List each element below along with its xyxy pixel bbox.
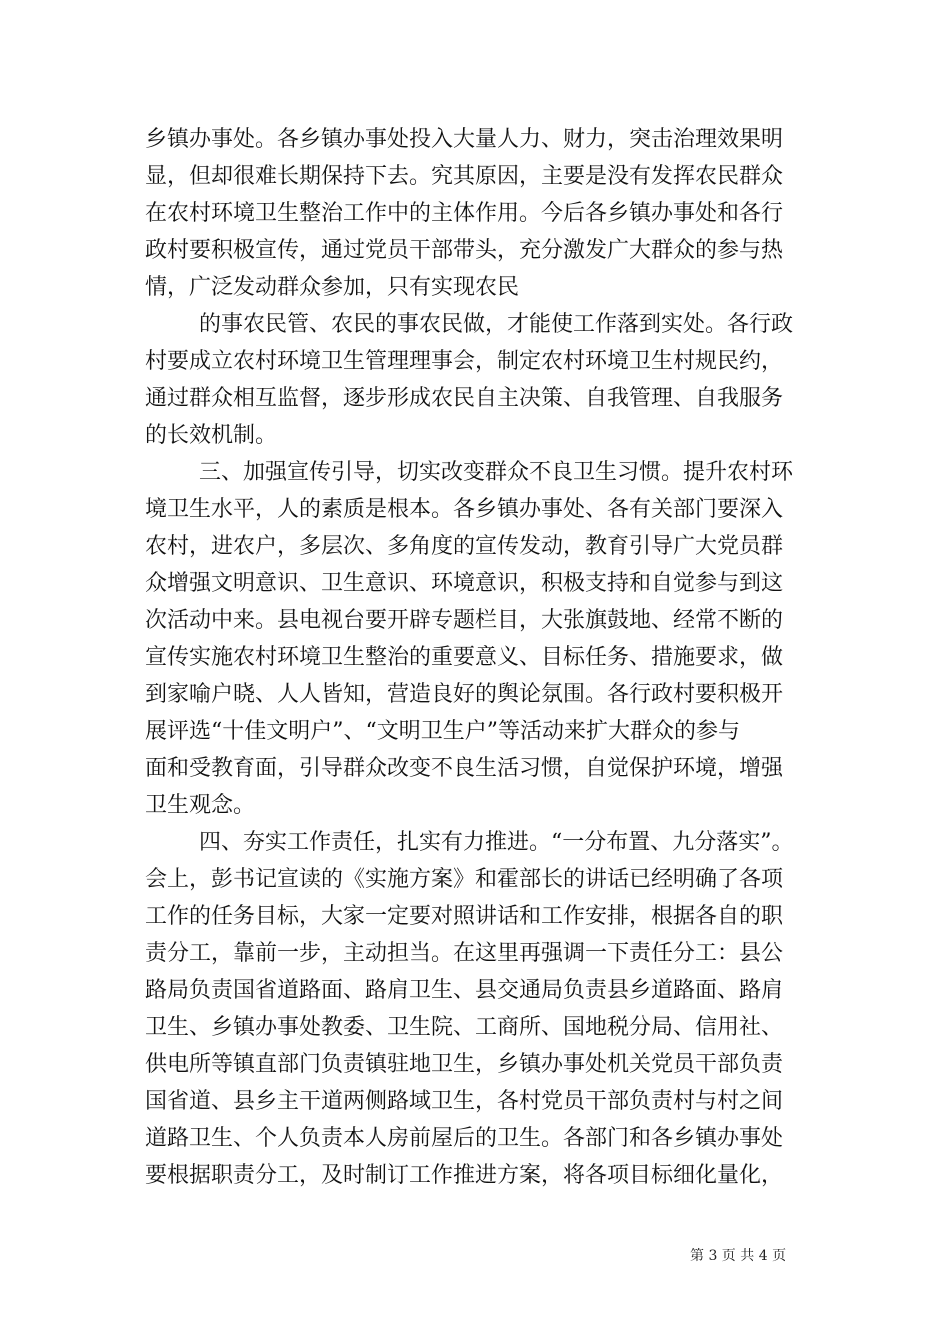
body-text-line: 展评选“十佳文明户”、“文明卫生户”等活动来扩大群众的参与 bbox=[145, 719, 740, 744]
body-text-line: 通过群众相互监督，逐步形成农民自主决策、自我管理、自我服务 bbox=[145, 386, 784, 411]
paragraph-first-line: 的事农民管、农民的事农民做，才能使工作落到实处。各行政 bbox=[199, 312, 794, 337]
body-text-line: 供电所等镇直部门负责镇驻地卫生，乡镇办事处机关党员干部负责 bbox=[145, 1052, 784, 1077]
body-text-line: 路局负责国省道路面、路肩卫生、县交通局负责县乡道路面、路肩 bbox=[145, 978, 784, 1003]
body-text-line: 情，广泛发动群众参加，只有实现农民 bbox=[145, 275, 520, 300]
body-text-line: 面和受教育面，引导群众改变不良生活习惯，自觉保护环境，增强 bbox=[145, 756, 784, 781]
body-text-line: 境卫生水平，人的素质是根本。各乡镇办事处、各有关部门要深入 bbox=[145, 497, 784, 522]
paragraph-first-line: 四、夯实工作责任，扎实有力推进。“一分布置、九分落实”。 bbox=[199, 830, 794, 855]
page-number: 第 3 页 共 4 页 bbox=[690, 1248, 787, 1264]
paragraph-first-line: 三、加强宣传引导，切实改变群众不良卫生习惯。提升农村环 bbox=[199, 460, 794, 485]
body-text-line: 责分工，靠前一步，主动担当。在这里再强调一下责任分工：县公 bbox=[145, 941, 784, 966]
body-text-line: 到家喻户晓、人人皆知，营造良好的舆论氛围。各行政村要积极开 bbox=[145, 682, 784, 707]
body-text-line: 众增强文明意识、卫生意识、环境意识，积极支持和自觉参与到这 bbox=[145, 571, 784, 596]
body-text-line: 卫生观念。 bbox=[145, 793, 256, 818]
body-text-line: 显，但却很难长期保持下去。究其原因，主要是没有发挥农民群众 bbox=[145, 164, 784, 189]
body-text-line: 会上，彭书记宣读的《实施方案》和霍部长的讲话已经明确了各项 bbox=[145, 867, 784, 892]
body-text-line: 村要成立农村环境卫生管理理事会，制定农村环境卫生村规民约， bbox=[145, 349, 784, 374]
body-text-line: 宣传实施农村环境卫生整治的重要意义、目标任务、措施要求，做 bbox=[145, 645, 784, 670]
body-text-line: 卫生、乡镇办事处教委、卫生院、工商所、国地税分局、信用社、 bbox=[145, 1015, 784, 1040]
body-text-line: 要根据职责分工，及时制订工作推进方案，将各项目标细化量化， bbox=[145, 1163, 784, 1188]
body-text-line: 道路卫生、个人负责本人房前屋后的卫生。各部门和各乡镇办事处 bbox=[145, 1126, 784, 1151]
body-text-line: 乡镇办事处。各乡镇办事处投入大量人力、财力，突击治理效果明 bbox=[145, 127, 784, 152]
body-text-line: 工作的任务目标，大家一定要对照讲话和工作安排，根据各自的职 bbox=[145, 904, 784, 929]
body-text-line: 次活动中来。县电视台要开辟专题栏目，大张旗鼓地、经常不断的 bbox=[145, 608, 784, 633]
body-text-line: 政村要积极宣传，通过党员干部带头，充分激发广大群众的参与热 bbox=[145, 238, 784, 263]
body-text-line: 国省道、县乡主干道两侧路域卫生，各村党员干部负责村与村之间 bbox=[145, 1089, 784, 1114]
body-text-line: 的长效机制。 bbox=[145, 423, 278, 448]
body-text-line: 农村，进农户，多层次、多角度的宣传发动，教育引导广大党员群 bbox=[145, 534, 784, 559]
body-text-line: 在农村环境卫生整治工作中的主体作用。今后各乡镇办事处和各行 bbox=[145, 201, 784, 226]
